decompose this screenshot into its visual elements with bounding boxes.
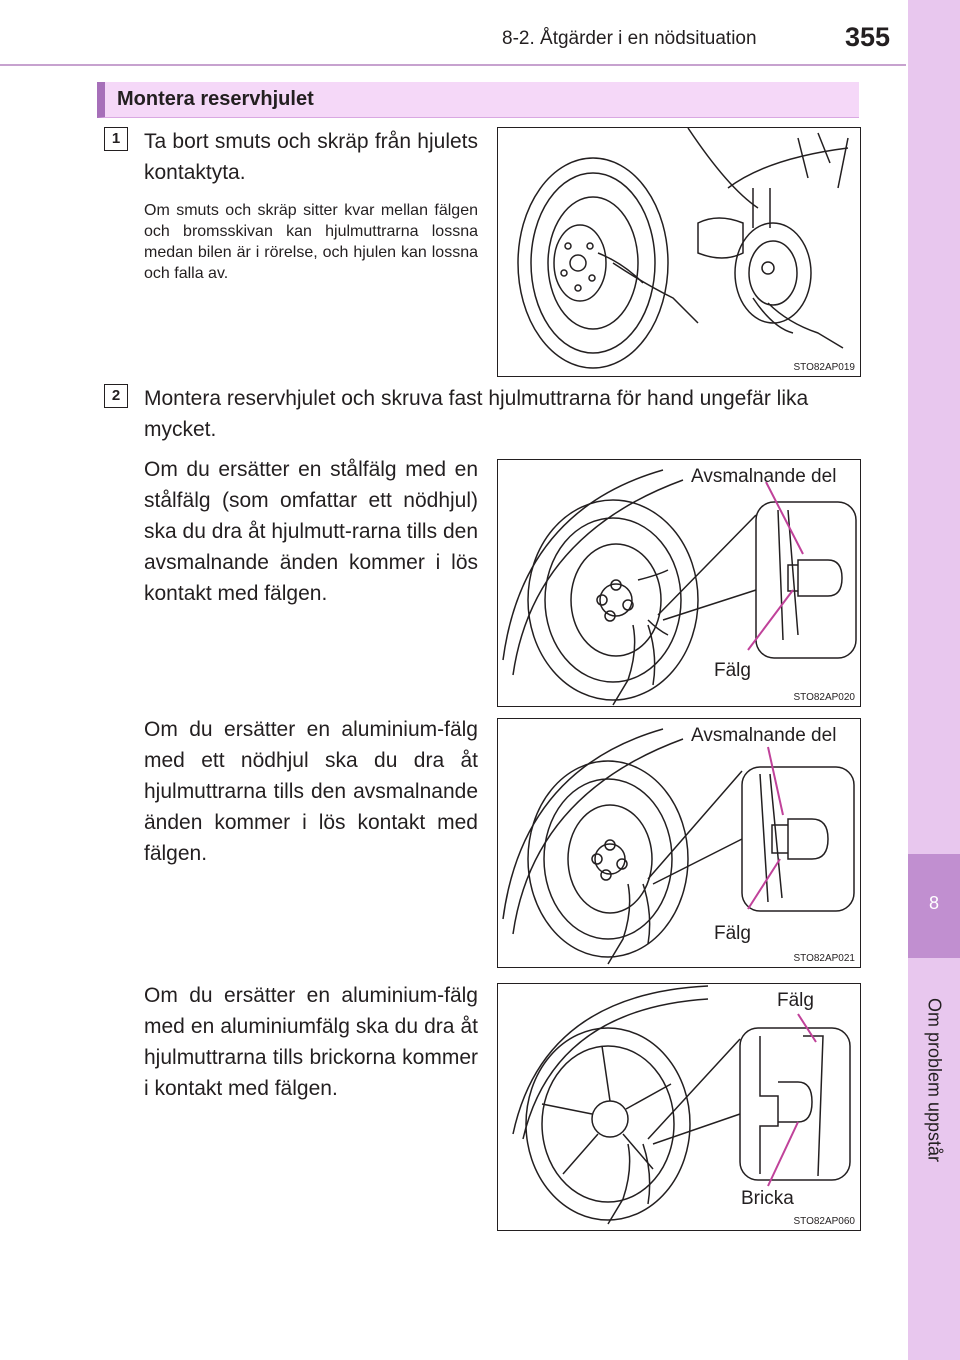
step-badge-2: 2 bbox=[104, 384, 128, 408]
figure-code: STO82AP060 bbox=[793, 1216, 855, 1227]
figure-clean-hub-illustration bbox=[498, 128, 860, 376]
figure-steel-wheel bbox=[497, 459, 861, 707]
figure-aluminium-wheel-illustration bbox=[498, 984, 860, 1230]
case-steel-to-steel: Om du ersätter en stålfälg med en stålfälg (som omfattar ett nödhjul) ska du dra åt hjulmutt-rarna tills den avsmalnande änden kommer i lös kontakt med fälgen. bbox=[144, 458, 478, 605]
section-banner bbox=[97, 82, 859, 118]
case-aluminium-to-aluminium: Om du ersätter en aluminium-fälg med en aluminiumfälg ska du dra åt hjulmuttrarna tills brickorna kommer i kontakt med fälgen. bbox=[144, 984, 478, 1100]
callout-washer: Bricka bbox=[741, 1188, 794, 1209]
figure-steel-wheel-illustration bbox=[498, 460, 860, 706]
figure-aluminium-wheel bbox=[497, 983, 861, 1231]
step-2-text: Montera reservhjulet och skruva fast hjulmuttrarna för hand ungefär lika mycket. bbox=[144, 387, 809, 441]
step-1-note: Om smuts och skräp sitter kvar mellan fälgen och bromsskivan kan hjulmuttrarna lossna medan bilen är i rörelse, och hjulen kan lossna och falla av. bbox=[144, 202, 478, 282]
callout-rim: Fälg bbox=[714, 923, 751, 944]
banner-title: Montera reservhjulet bbox=[117, 88, 314, 110]
page-number: 355 bbox=[845, 22, 891, 52]
figure-aluminium-spare-illustration bbox=[498, 719, 860, 967]
figure-aluminium-spare bbox=[497, 718, 861, 968]
chapter-label: Om problem uppstår bbox=[924, 997, 945, 1163]
figure-code: STO82AP019 bbox=[793, 362, 855, 373]
figure-code: STO82AP020 bbox=[793, 692, 855, 703]
callout-rim: Fälg bbox=[777, 990, 814, 1011]
header-divider bbox=[0, 64, 906, 66]
case-aluminium-to-spare: Om du ersätter en aluminium-fälg med ett nödhjul ska du dra åt hjulmuttrarna tills den avsmalnande änden kommer i lös kontakt med fälgen. bbox=[144, 718, 478, 865]
step-1-text: Ta bort smuts och skräp från hjulets kontaktyta. bbox=[144, 130, 478, 184]
callout-rim: Fälg bbox=[714, 660, 751, 681]
step-badge-1: 1 bbox=[104, 127, 128, 151]
figure-code: STO82AP021 bbox=[793, 953, 855, 964]
section-title: 8-2. Åtgärder i en nödsituation bbox=[502, 28, 757, 49]
figure-clean-hub bbox=[497, 127, 861, 377]
callout-tapered-part: Avsmalnande del bbox=[691, 725, 837, 746]
callout-tapered-part: Avsmalnande del bbox=[691, 466, 837, 487]
chapter-number: 8 bbox=[928, 893, 939, 913]
